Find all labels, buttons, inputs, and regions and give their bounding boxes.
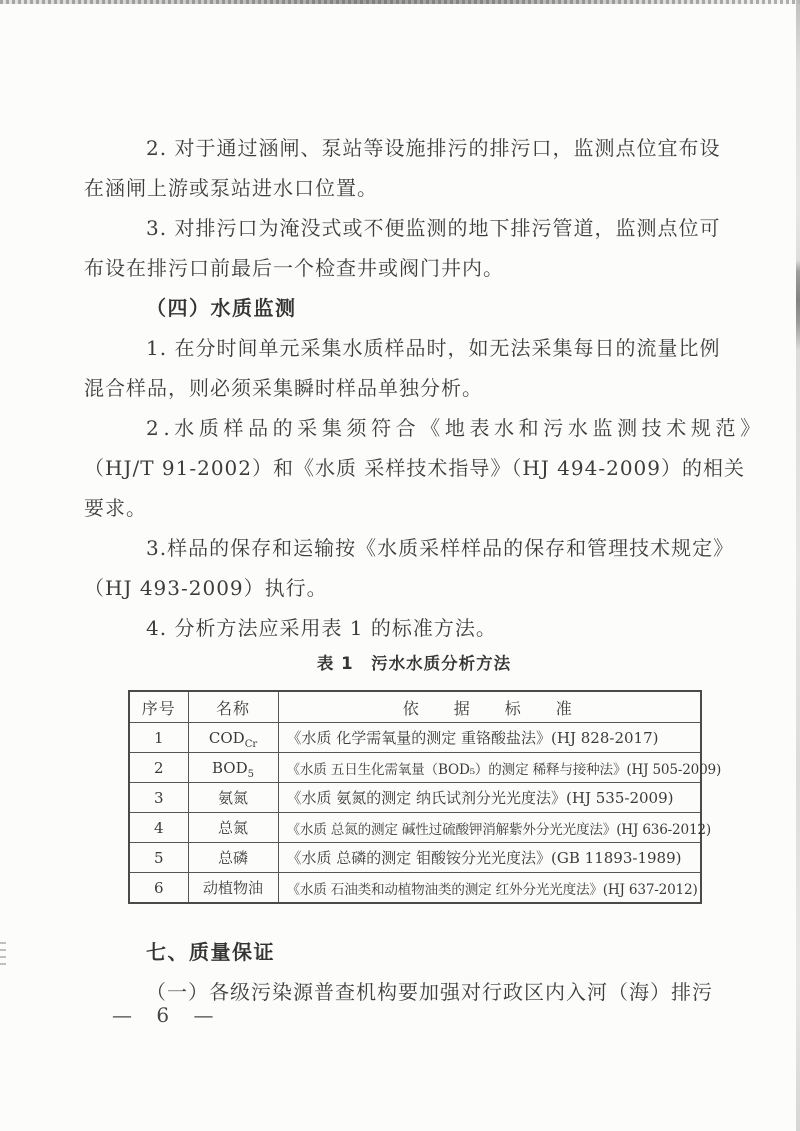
cell-standard: 《水质 五日生化需氧量（BOD₅）的测定 稀释与接种法》(HJ 505-2009)	[278, 753, 701, 783]
cell-number: 3	[129, 783, 188, 813]
paragraph-outfall-gate-line-2: 在涵闸上游或泵站进水口位置。	[84, 176, 378, 200]
cell-standard: 《水质 总磷的测定 钼酸铵分光光度法》(GB 11893-1989)	[278, 843, 701, 873]
scan-artifact-top-edge	[0, 0, 800, 4]
table-header-row	[129, 691, 701, 723]
paragraph-outfall-gate-line-1: 2. 对于通过涵闸、泵站等设施排污的排污口，监测点位宜布设	[146, 136, 721, 160]
paragraph-sampling-time-line-1: 1. 在分时间单元采集水质样品时，如无法采集每日的流量比例	[146, 336, 721, 360]
name-subscript: 5	[247, 768, 254, 780]
section-heading-water-quality-monitoring: （四）水质监测	[146, 296, 297, 320]
paragraph-sampling-standard-line-3: 要求。	[84, 496, 147, 520]
name-base: COD	[208, 728, 245, 747]
paragraph-quality-assurance-line-1: （一）各级污染源普查机构要加强对行政区内入河（海）排污	[146, 980, 713, 1004]
analysis-methods-table	[128, 690, 722, 904]
name-base: 总氮	[217, 819, 248, 837]
name-subscript: Cr	[244, 738, 258, 750]
paragraph-submerged-line-1: 3. 对排污口为淹没式或不便监测的地下排污管道，监测点位可	[146, 216, 721, 240]
paragraph-analysis-method-line-1: 4. 分析方法应采用表 1 的标准方法。	[146, 616, 497, 640]
name-base: 氨氮	[217, 789, 248, 807]
table-row	[129, 873, 701, 904]
table-row	[129, 753, 701, 783]
column-header-name: 名称	[188, 691, 278, 723]
cell-standard: 《水质 石油类和动植物油类的测定 红外分光光度法》(HJ 637-2012)	[278, 873, 701, 904]
cell-standard: 《水质 氨氮的测定 纳氏试剂分光光度法》(HJ 535-2009)	[278, 783, 701, 813]
table-row	[129, 723, 701, 753]
paragraph-sampling-time-line-2: 混合样品，则必须采集瞬时样品单独分析。	[84, 376, 483, 400]
body-text	[84, 128, 765, 648]
cell-number: 2	[129, 753, 188, 783]
name-base: 动植物油	[202, 879, 263, 897]
table-row	[129, 813, 701, 843]
paragraph-preservation-line-1: 3.样品的保存和运输按《水质采样样品的保存和管理技术规定》	[146, 536, 735, 560]
paragraph-preservation-line-2: （HJ 493-2009）执行。	[84, 576, 328, 600]
cell-number: 4	[129, 813, 188, 843]
column-header-number: 序号	[129, 691, 188, 723]
paragraph-sampling-standard-line-2: （HJ/T 91-2002）和《水质 采样技术指导》（HJ 494-2009）的相关	[84, 456, 746, 480]
table-caption: 表 1 污水水质分析方法	[316, 654, 512, 673]
cell-name	[188, 753, 278, 783]
cell-standard: 《水质 总氮的测定 碱性过硫酸钾消解紫外分光光度法》(HJ 636-2012)	[278, 813, 701, 843]
scan-artifact-left-mark	[0, 942, 6, 966]
column-header-standard: 依 据 标 准	[278, 691, 701, 723]
cell-name	[188, 843, 278, 873]
page-number: — 6 —	[112, 1003, 216, 1027]
cell-number: 1	[129, 723, 188, 753]
table-row	[129, 843, 701, 873]
cell-name	[188, 783, 278, 813]
cell-name	[188, 723, 278, 753]
cell-number: 5	[129, 843, 188, 873]
cell-name	[188, 873, 278, 904]
name-base: BOD	[212, 758, 248, 777]
cell-name	[188, 813, 278, 843]
name-base: 总磷	[217, 849, 248, 867]
table-row	[129, 783, 701, 813]
cell-standard: 《水质 化学需氧量的测定 重铬酸盐法》(HJ 828-2017)	[278, 723, 701, 753]
paragraph-submerged-line-2: 布设在排污口前最后一个检查井或阀门井内。	[84, 256, 504, 280]
paragraph-sampling-standard-line-1: 2.水质样品的采集须符合《地表水和污水监测技术规范》	[146, 416, 765, 440]
section-heading-quality-assurance: 七、质量保证	[146, 940, 275, 964]
cell-number: 6	[129, 873, 188, 904]
scan-artifact-right-edge	[796, 0, 800, 1131]
